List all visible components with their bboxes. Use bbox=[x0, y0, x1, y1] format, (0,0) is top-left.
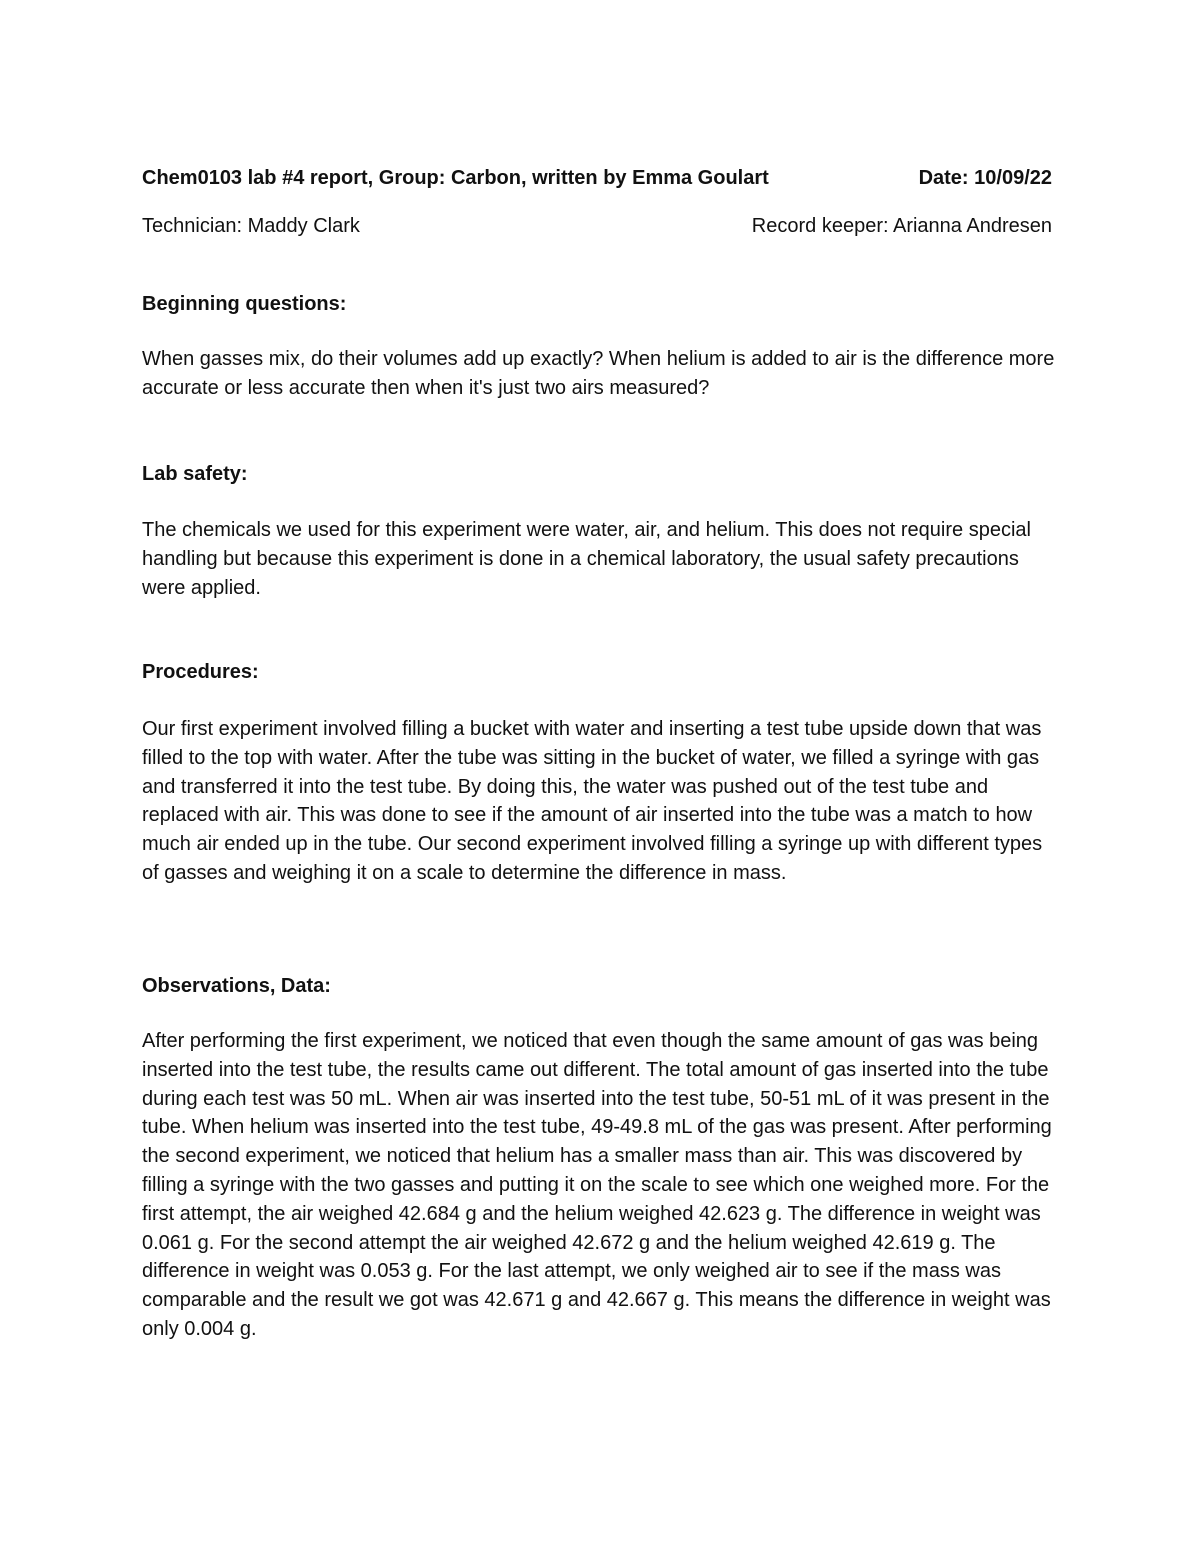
procedures-body: Our first experiment involved filling a bucket with water and inserting a test tube upside down that was filled to the top with water. After the tube was sitting in the bucket of water, we filled a syringe with gas and transferred it into the test tube. By doing this, the water was pushed out of the test tube and replaced with air. This was done to see if the amount of air inserted into the tube was a match to how much air ended up in the tube. Our second experiment involved filling a syringe up with different types of gasses and weighing it on a scale to determine the difference in mass. bbox=[142, 718, 1043, 884]
report-date: Date: 10/09/22 bbox=[918, 167, 1052, 189]
beginning-questions-body: When gasses mix, do their volumes add up exactly? When helium is added to air is the difference more accurate or less accurate then when it's just two airs measured? bbox=[142, 348, 1055, 399]
lab-safety-body: The chemicals we used for this experiment were water, air, and helium. This does not require special handling but because this experiment is done in a chemical laboratory, the usual safety precautions were applied. bbox=[142, 519, 1031, 599]
technician-label: Technician: Maddy Clark bbox=[142, 215, 360, 237]
lab-safety-heading: Lab safety: bbox=[142, 463, 248, 485]
procedures-heading: Procedures: bbox=[142, 661, 259, 683]
observations-heading: Observations, Data: bbox=[142, 975, 331, 997]
beginning-questions-heading: Beginning questions: bbox=[142, 293, 347, 315]
record-keeper-label: Record keeper: Arianna Andresen bbox=[751, 215, 1052, 237]
roles-row bbox=[142, 214, 1052, 238]
report-header bbox=[142, 166, 1052, 190]
observations-body: After performing the first experiment, we noticed that even though the same amount of gas was being inserted into the test tube, the results came out different. The total amount of gas inserted into the tube during each test was 50 mL. When air was inserted into the test tube, 50-51 mL of it was present in the tube. When helium was inserted into the test tube, 49-49.8 mL of the gas was present. After performing the second experiment, we noticed that helium has a smaller mass than air. This was discovered by filling a syringe with the two gasses and putting it on the scale to see which one weighed more. For the first attempt, the air weighed 42.684 g and the helium weighed 42.623 g. The difference in weight was 0.061 g. For the second attempt the air weighed 42.672 g and the helium weighed 42.619 g. The difference in weight was 0.053 g. For the last attempt, we only weighed air to see if the mass was comparable and the result we got was 42.671 g and 42.667 g. This means the difference in weight was only 0.004 g. bbox=[142, 1030, 1052, 1340]
report-title: Chem0103 lab #4 report, Group: Carbon, written by Emma Goulart bbox=[142, 167, 769, 189]
